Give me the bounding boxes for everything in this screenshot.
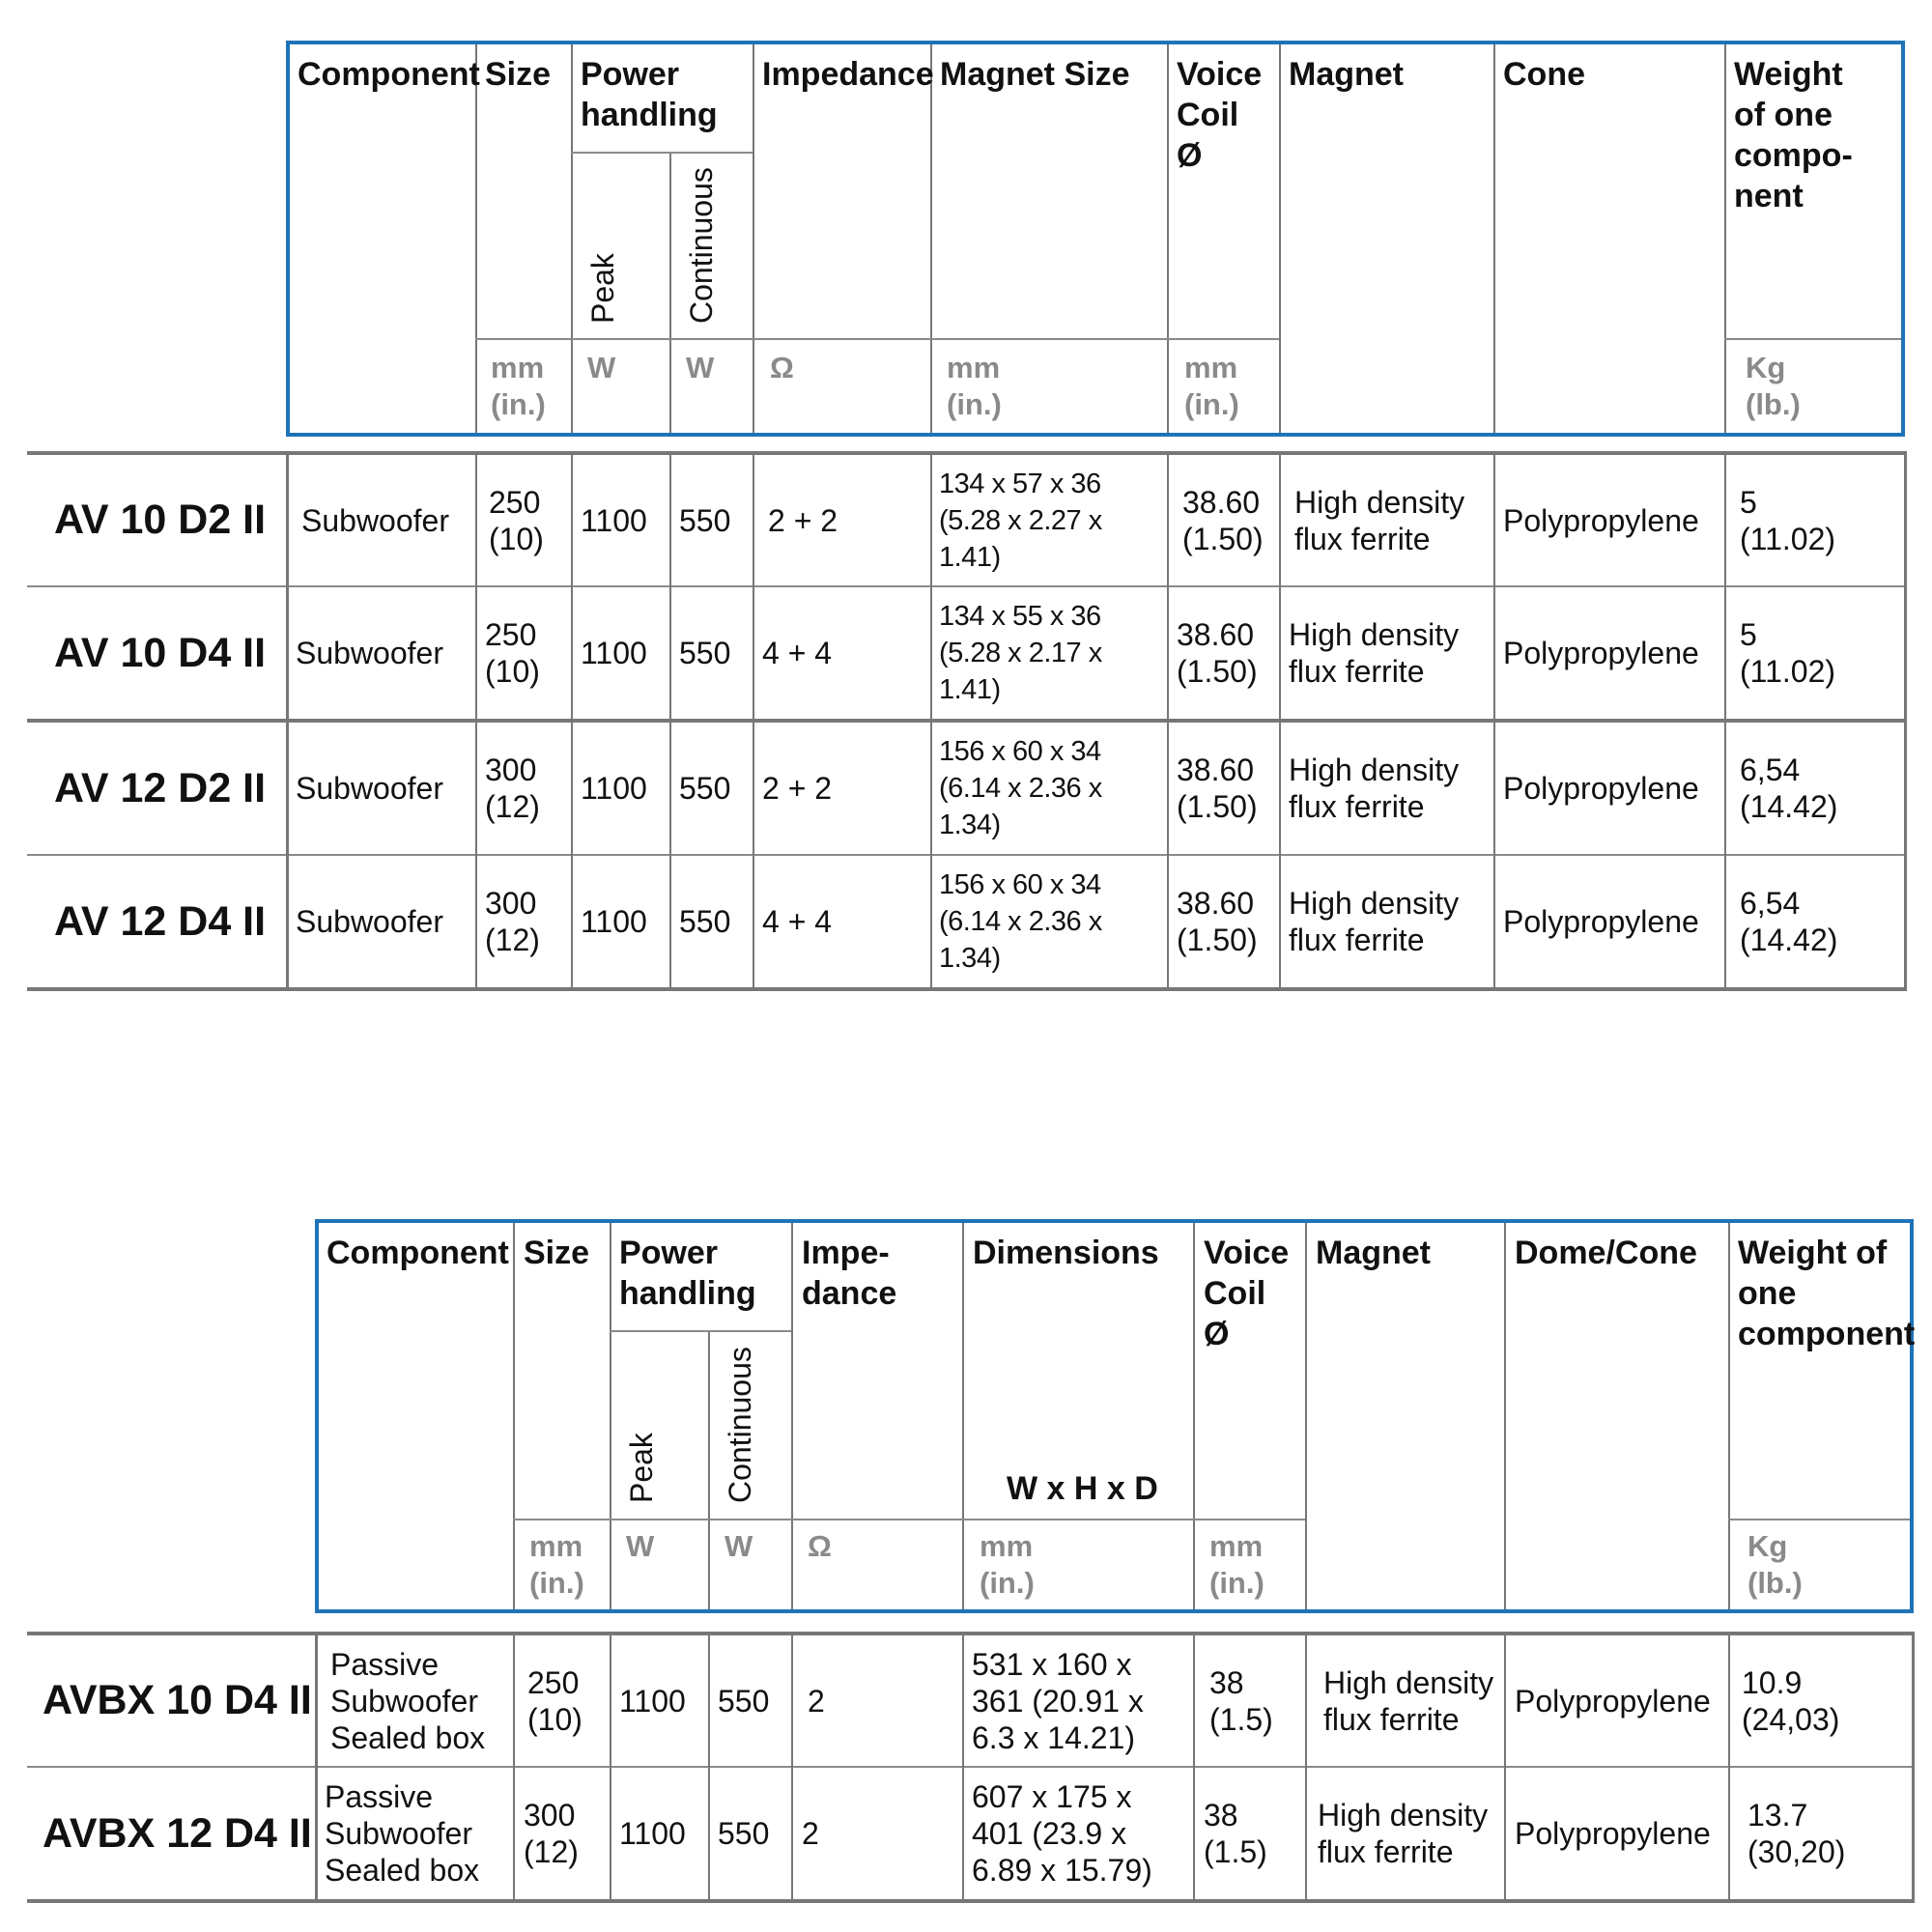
t1-header-power-handling: Power handling: [581, 56, 718, 133]
t2-header-impedance: Impe- dance: [802, 1235, 897, 1312]
t1-continuous: 550: [679, 502, 731, 538]
t1-model: AV 12 D2 II: [54, 764, 267, 811]
t2-dimensions: 531 x 160 x 361 (20.91 x 6.3 x 14.21): [972, 1646, 1144, 1755]
t1-magnet-size: 156 x 60 x 34 (6.14 x 2.36 x 1.34): [939, 869, 1102, 974]
t1-header-peak: Peak: [585, 253, 620, 324]
t1-header-magnet-size: Magnet Size: [940, 56, 1130, 93]
t1-magnet: High density flux ferrite: [1289, 753, 1460, 824]
t1-header-weight: Weight of one compo- nent: [1734, 56, 1853, 214]
t2-magnet: High density flux ferrite: [1323, 1664, 1494, 1737]
t2-header-magnet: Magnet: [1316, 1235, 1431, 1271]
t2-component: Passive Subwoofer Sealed box: [330, 1646, 486, 1755]
t1-magnet-size: 156 x 60 x 34 (6.14 x 2.36 x 1.34): [939, 736, 1102, 840]
t1-unit-size: mm (in.): [491, 351, 546, 421]
t1-voice-coil: 38.60 (1.50): [1182, 484, 1264, 556]
t1-component: Subwoofer: [296, 771, 443, 806]
t1-unit-impedance: Ω: [770, 351, 794, 384]
t2-model: AVBX 12 D4 II: [43, 1809, 312, 1857]
t2-peak: 1100: [619, 1683, 686, 1719]
t1-size: 300 (12): [485, 753, 540, 824]
t1-header-impedance: Impedance: [762, 56, 934, 93]
t2-unit-voice-coil: mm (in.): [1209, 1529, 1264, 1600]
t1-header-continuous: Continuous: [684, 167, 719, 324]
t1-voice-coil: 38.60 (1.50): [1177, 886, 1258, 957]
t1-header-cone: Cone: [1503, 56, 1585, 93]
t1-magnet: High density flux ferrite: [1289, 886, 1460, 957]
t1-header-size: Size: [485, 56, 552, 93]
t2-component: Passive Subwoofer Sealed box: [325, 1779, 480, 1888]
t2-weight: 10.9 (24,03): [1742, 1664, 1840, 1737]
t2-continuous: 550: [718, 1816, 770, 1851]
t2-header-weight: Weight of one component: [1738, 1235, 1916, 1352]
t2-header-component: Component: [327, 1235, 509, 1271]
t2-unit-size: mm (in.): [529, 1529, 584, 1600]
t2-continuous: 550: [718, 1683, 770, 1719]
t1-component: Subwoofer: [296, 636, 443, 670]
t1-continuous: 550: [679, 771, 731, 806]
t1-header-magnet: Magnet: [1289, 56, 1404, 93]
t2-dome-cone: Polypropylene: [1515, 1683, 1711, 1719]
t2-impedance: 2: [808, 1683, 825, 1719]
t2-header-dimensions: Dimensions: [973, 1235, 1159, 1271]
t2-size: 300 (12): [524, 1798, 579, 1869]
t1-weight: 5 (11.02): [1740, 617, 1836, 689]
t2-unit-continuous: W: [724, 1529, 753, 1563]
t2-header-power-handling: Power handling: [619, 1235, 756, 1312]
t2-weight: 13.7 (30,20): [1747, 1798, 1846, 1869]
t1-unit-weight: Kg (lb.): [1746, 351, 1801, 421]
t1-cone: Polypropylene: [1503, 904, 1699, 939]
t2-header-dome-cone: Dome/Cone: [1515, 1235, 1697, 1271]
t1-voice-coil: 38.60 (1.50): [1177, 617, 1258, 689]
t1-unit-magnet-size: mm (in.): [947, 351, 1002, 421]
t1-weight: 5 (11.02): [1740, 484, 1836, 556]
t2-voice-coil: 38 (1.5): [1204, 1798, 1267, 1869]
t1-peak: 1100: [581, 636, 647, 670]
t1-unit-peak: W: [587, 351, 616, 384]
t1-continuous: 550: [679, 636, 731, 670]
t1-header-component: Component: [298, 56, 480, 93]
t1-peak: 1100: [581, 502, 647, 538]
t1-magnet: High density flux ferrite: [1289, 617, 1460, 689]
t1-peak: 1100: [581, 771, 647, 806]
t1-peak: 1100: [581, 904, 647, 939]
t1-model: AV 10 D2 II: [54, 497, 267, 543]
t1-size: 250 (10): [489, 484, 544, 556]
t2-magnet: High density flux ferrite: [1318, 1798, 1489, 1869]
t2-header-continuous: Continuous: [723, 1347, 757, 1503]
t2-unit-weight: Kg (lb.): [1747, 1529, 1803, 1600]
t1-magnet: High density flux ferrite: [1294, 484, 1465, 556]
t2-dimensions: 607 x 175 x 401 (23.9 x 6.89 x 15.79): [972, 1779, 1152, 1888]
t2-size: 250 (10): [527, 1664, 582, 1737]
t1-component: Subwoofer: [296, 904, 443, 939]
t1-impedance: 2 + 2: [768, 502, 838, 538]
t2-unit-impedance: Ω: [808, 1529, 832, 1563]
t1-weight: 6,54 (14.42): [1740, 886, 1838, 957]
t1-model: AV 12 D4 II: [54, 897, 267, 945]
t1-cone: Polypropylene: [1503, 502, 1699, 538]
t1-weight: 6,54 (14.42): [1740, 753, 1838, 824]
t1-impedance: 4 + 4: [762, 636, 833, 670]
t2-unit-dimensions: mm (in.): [980, 1529, 1035, 1600]
t1-size: 250 (10): [485, 617, 540, 689]
t2-model: AVBX 10 D4 II: [43, 1677, 312, 1723]
t1-cone: Polypropylene: [1503, 771, 1699, 806]
t2-unit-peak: W: [626, 1529, 655, 1563]
t1-magnet-size: 134 x 55 x 36 (5.28 x 2.17 x 1.41): [939, 601, 1102, 705]
t1-voice-coil: 38.60 (1.50): [1177, 753, 1258, 824]
t2-peak: 1100: [619, 1816, 686, 1851]
t1-size: 300 (12): [485, 886, 540, 957]
t1-impedance: 4 + 4: [762, 904, 833, 939]
t1-header-voice-coil: Voice Coil Ø: [1177, 56, 1263, 174]
t1-component: Subwoofer: [301, 502, 449, 538]
t1-continuous: 550: [679, 904, 731, 939]
t1-unit-continuous: W: [686, 351, 715, 384]
t2-header-peak: Peak: [624, 1433, 659, 1503]
t1-magnet-size: 134 x 57 x 36 (5.28 x 2.27 x 1.41): [939, 468, 1102, 573]
t1-unit-voice-coil: mm (in.): [1184, 351, 1239, 421]
t2-header-dimensions-sub: W x H x D: [1007, 1470, 1158, 1507]
t2-voice-coil: 38 (1.5): [1209, 1664, 1273, 1737]
t1-model: AV 10 D4 II: [54, 629, 267, 676]
t1-impedance: 2 + 2: [762, 771, 833, 806]
t2-header-voice-coil: Voice Coil Ø: [1204, 1235, 1290, 1352]
t2-impedance: 2: [802, 1816, 819, 1851]
t2-header-size: Size: [524, 1235, 590, 1271]
t2-dome-cone: Polypropylene: [1515, 1816, 1711, 1851]
t1-cone: Polypropylene: [1503, 636, 1699, 670]
